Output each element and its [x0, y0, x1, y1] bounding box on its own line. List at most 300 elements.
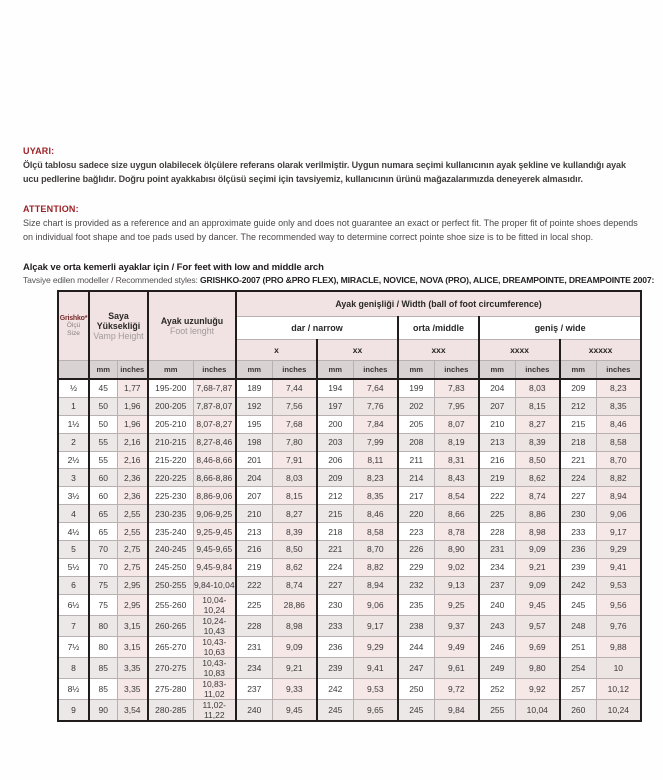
size-cell: 9 — [58, 699, 89, 721]
size-cell: 4 — [58, 505, 89, 523]
value-cell: 236 — [560, 541, 596, 559]
unit-mm-label: mm — [89, 361, 117, 380]
value-cell: 214 — [398, 469, 434, 487]
value-cell: 220-225 — [148, 469, 193, 487]
value-cell: 9,02 — [434, 558, 479, 576]
value-cell: 206 — [317, 451, 353, 469]
value-cell: 251 — [560, 636, 596, 657]
value-cell: 194 — [317, 379, 353, 397]
value-cell: 209 — [560, 379, 596, 397]
unit-inches-label: inches — [434, 361, 479, 380]
value-cell: 8,07-8,27 — [193, 415, 236, 433]
value-cell: 70 — [89, 558, 117, 576]
unit-mm-label: mm — [148, 361, 193, 380]
unit-mm-label: mm — [560, 361, 596, 380]
value-cell: 9,61 — [434, 657, 479, 678]
value-cell: 8,46 — [596, 415, 641, 433]
table-row — [58, 469, 641, 487]
value-cell: 55 — [89, 433, 117, 451]
value-cell: 8,15 — [272, 487, 317, 505]
unit-inches-label: inches — [272, 361, 317, 380]
value-cell: 9,21 — [515, 558, 560, 576]
table-row — [58, 487, 641, 505]
value-cell: 222 — [479, 487, 515, 505]
value-cell: 2,16 — [117, 451, 148, 469]
value-cell: 230 — [560, 505, 596, 523]
value-cell: 9,41 — [596, 558, 641, 576]
table-row — [58, 657, 641, 678]
unit-mm-label: mm — [398, 361, 434, 380]
value-cell: 50 — [89, 397, 117, 415]
value-cell: 225 — [236, 594, 272, 615]
size-cell: 2 — [58, 433, 89, 451]
value-cell: 265-270 — [148, 636, 193, 657]
foot-length-header — [148, 291, 236, 361]
width-grade-xx: xx — [317, 340, 398, 361]
value-cell: 8,50 — [515, 451, 560, 469]
value-cell: 2,75 — [117, 558, 148, 576]
value-cell: 60 — [89, 469, 117, 487]
value-cell: 217 — [398, 487, 434, 505]
value-cell: 60 — [89, 487, 117, 505]
value-cell: 254 — [560, 657, 596, 678]
vamp-label-tr: Saya Yüksekliği — [96, 311, 141, 331]
notice-tr-title: UYARI: — [23, 146, 55, 156]
value-cell: 85 — [89, 678, 117, 699]
value-cell: 28,86 — [272, 594, 317, 615]
value-cell: 215 — [560, 415, 596, 433]
value-cell: 224 — [560, 469, 596, 487]
notice-english — [23, 204, 641, 244]
value-cell: 222 — [236, 576, 272, 594]
size-cell: 7½ — [58, 636, 89, 657]
value-cell: 8,58 — [596, 433, 641, 451]
width-group-middle: orta /middle — [398, 317, 479, 340]
value-cell: 9,53 — [596, 576, 641, 594]
value-cell: 210-215 — [148, 433, 193, 451]
value-cell: 200-205 — [148, 397, 193, 415]
value-cell: 7,68 — [272, 415, 317, 433]
value-cell: 9,84 — [434, 699, 479, 721]
value-cell: 7,64 — [353, 379, 398, 397]
value-cell: 9,25-9,45 — [193, 523, 236, 541]
value-cell: 220 — [398, 505, 434, 523]
value-cell: 8,58 — [353, 523, 398, 541]
value-cell: 230 — [317, 594, 353, 615]
value-cell: 7,56 — [272, 397, 317, 415]
value-cell: 232 — [398, 576, 434, 594]
value-cell: 257 — [560, 678, 596, 699]
value-cell: 55 — [89, 451, 117, 469]
value-cell: 90 — [89, 699, 117, 721]
size-chart-table — [57, 290, 642, 722]
value-cell: 231 — [479, 541, 515, 559]
table-row — [58, 505, 641, 523]
value-cell: 8,98 — [515, 523, 560, 541]
recommended-styles-line — [23, 275, 654, 285]
value-cell: 8,74 — [272, 576, 317, 594]
value-cell: 231 — [236, 636, 272, 657]
value-cell: 243 — [479, 615, 515, 636]
table-body — [58, 379, 641, 721]
value-cell: 216 — [236, 541, 272, 559]
value-cell: 2,16 — [117, 433, 148, 451]
size-cell: 6 — [58, 576, 89, 594]
value-cell: 8,27-8,46 — [193, 433, 236, 451]
value-cell: 7,76 — [353, 397, 398, 415]
value-cell: 1,96 — [117, 397, 148, 415]
value-cell: 250 — [398, 678, 434, 699]
value-cell: 8,35 — [596, 397, 641, 415]
value-cell: 200 — [317, 415, 353, 433]
value-cell: 8,23 — [353, 469, 398, 487]
value-cell: 2,95 — [117, 594, 148, 615]
value-cell: 9,84-10,04 — [193, 576, 236, 594]
size-cell: 1 — [58, 397, 89, 415]
value-cell: 235-240 — [148, 523, 193, 541]
value-cell: 246 — [479, 636, 515, 657]
table-row — [58, 678, 641, 699]
unit-inches-label: inches — [596, 361, 641, 380]
value-cell: 9,06 — [353, 594, 398, 615]
value-cell: 8,46 — [353, 505, 398, 523]
value-cell: 239 — [317, 657, 353, 678]
value-cell: 9,09 — [515, 576, 560, 594]
value-cell: 8,27 — [515, 415, 560, 433]
unit-mm-label: mm — [317, 361, 353, 380]
units-size-spacer — [58, 361, 89, 380]
value-cell: 9,17 — [596, 523, 641, 541]
value-cell: 240-245 — [148, 541, 193, 559]
size-label-tr: Ölçü — [66, 322, 81, 329]
value-cell: 7,95 — [434, 397, 479, 415]
table-row — [58, 615, 641, 636]
value-cell: 199 — [398, 379, 434, 397]
table-row — [58, 594, 641, 615]
value-cell: 7,68-7,87 — [193, 379, 236, 397]
size-cell: 1½ — [58, 415, 89, 433]
unit-inches-label: inches — [515, 361, 560, 380]
value-cell: 197 — [317, 397, 353, 415]
width-title-header: Ayak genişliği / Width (ball of foot circumference) — [236, 291, 641, 317]
value-cell: 2,55 — [117, 505, 148, 523]
table-row — [58, 415, 641, 433]
value-cell: 10,43-10,83 — [193, 657, 236, 678]
value-cell: 216 — [479, 451, 515, 469]
value-cell: 9,13 — [434, 576, 479, 594]
size-cell: 2½ — [58, 451, 89, 469]
value-cell: 10 — [596, 657, 641, 678]
value-cell: 3,15 — [117, 636, 148, 657]
value-cell: 8,46-8,66 — [193, 451, 236, 469]
value-cell: 75 — [89, 576, 117, 594]
value-cell: 10,04 — [515, 699, 560, 721]
value-cell: 240 — [479, 594, 515, 615]
value-cell: 8,98 — [272, 615, 317, 636]
vamp-header — [89, 291, 148, 361]
value-cell: 242 — [560, 576, 596, 594]
value-cell: 2,95 — [117, 576, 148, 594]
value-cell: 10,12 — [596, 678, 641, 699]
value-cell: 3,35 — [117, 678, 148, 699]
value-cell: 247 — [398, 657, 434, 678]
width-grade-x: x — [236, 340, 317, 361]
value-cell: 8,43 — [434, 469, 479, 487]
section-heading: Alçak ve orta kemerli ayaklar için / For feet with low and middle arch — [23, 262, 324, 273]
value-cell: 249 — [479, 657, 515, 678]
value-cell: 9,88 — [596, 636, 641, 657]
vamp-label-en: Vamp Height — [93, 331, 144, 341]
value-cell: 8,94 — [353, 576, 398, 594]
value-cell: 215-220 — [148, 451, 193, 469]
value-cell: 260-265 — [148, 615, 193, 636]
table-row — [58, 558, 641, 576]
value-cell: 8,50 — [272, 541, 317, 559]
value-cell: 204 — [236, 469, 272, 487]
value-cell: 201 — [236, 451, 272, 469]
value-cell: 205-210 — [148, 415, 193, 433]
value-cell: 9,53 — [353, 678, 398, 699]
value-cell: 9,37 — [434, 615, 479, 636]
value-cell: 9,65 — [353, 699, 398, 721]
size-column-header — [58, 291, 89, 361]
value-cell: 8,82 — [596, 469, 641, 487]
foot-label-en: Foot lenght — [170, 326, 215, 336]
notice-tr-body: Ölçü tablosu sadece size uygun olabilecek ölçülere referans olarak verilmiştir. Uygun numara seçimi kullanıcının ayak şekline ve kullandığı ayak ucu pedlerine bağlıdır. Doğru point ayakkabısı ölçüsü seçimi için tavsiyemiz, kullanıcının ürünü mağazalarımızda deneyerek almasıdır. — [23, 160, 626, 184]
value-cell: 218 — [560, 433, 596, 451]
value-cell: 236 — [317, 636, 353, 657]
value-cell: 225-230 — [148, 487, 193, 505]
value-cell: 223 — [398, 523, 434, 541]
value-cell: 8,31 — [434, 451, 479, 469]
value-cell: 8,62 — [515, 469, 560, 487]
value-cell: 9,06-9,25 — [193, 505, 236, 523]
value-cell: 9,29 — [596, 541, 641, 559]
value-cell: 7,84 — [353, 415, 398, 433]
table-row — [58, 379, 641, 397]
value-cell: 8,03 — [272, 469, 317, 487]
value-cell: 215 — [317, 505, 353, 523]
value-cell: 9,25 — [434, 594, 479, 615]
value-cell: 50 — [89, 415, 117, 433]
value-cell: 8,70 — [353, 541, 398, 559]
value-cell: 9,21 — [272, 657, 317, 678]
value-cell: 7,99 — [353, 433, 398, 451]
value-cell: 9,45-9,65 — [193, 541, 236, 559]
value-cell: 80 — [89, 615, 117, 636]
value-cell: 9,56 — [596, 594, 641, 615]
size-cell: 5½ — [58, 558, 89, 576]
value-cell: 7,44 — [272, 379, 317, 397]
value-cell: 65 — [89, 505, 117, 523]
value-cell: 207 — [236, 487, 272, 505]
value-cell: 228 — [479, 523, 515, 541]
size-cell: 3½ — [58, 487, 89, 505]
value-cell: 239 — [560, 558, 596, 576]
value-cell: 65 — [89, 523, 117, 541]
width-group-narrow: dar / narrow — [236, 317, 398, 340]
value-cell: 242 — [317, 678, 353, 699]
value-cell: 209 — [317, 469, 353, 487]
value-cell: 280-285 — [148, 699, 193, 721]
value-cell: 9,76 — [596, 615, 641, 636]
value-cell: 9,33 — [272, 678, 317, 699]
value-cell: 8,07 — [434, 415, 479, 433]
value-cell: 8,74 — [515, 487, 560, 505]
value-cell: 2,36 — [117, 487, 148, 505]
value-cell: 212 — [317, 487, 353, 505]
unit-inches-label: inches — [193, 361, 236, 380]
table-row — [58, 397, 641, 415]
value-cell: 3,15 — [117, 615, 148, 636]
size-label-en: Size — [67, 329, 80, 337]
table-row — [58, 541, 641, 559]
value-cell: 252 — [479, 678, 515, 699]
value-cell: 219 — [236, 558, 272, 576]
header-main-row — [58, 291, 641, 317]
notice-en-title: ATTENTION: — [23, 204, 79, 214]
value-cell: 9,49 — [434, 636, 479, 657]
value-cell: 9,45 — [515, 594, 560, 615]
value-cell: 8,15 — [515, 397, 560, 415]
value-cell: 224 — [317, 558, 353, 576]
value-cell: 8,23 — [596, 379, 641, 397]
value-cell: 240 — [236, 699, 272, 721]
size-cell: 4½ — [58, 523, 89, 541]
value-cell: 9,41 — [353, 657, 398, 678]
brand-label: Grishko* — [59, 315, 88, 322]
styles-label: Tavsiye edilen modeller / Recommended styles: — [23, 275, 200, 285]
value-cell: 8,90 — [434, 541, 479, 559]
value-cell: 9,06 — [596, 505, 641, 523]
value-cell: 3,35 — [117, 657, 148, 678]
table-row — [58, 636, 641, 657]
value-cell: 202 — [398, 397, 434, 415]
table-row — [58, 523, 641, 541]
value-cell: 245 — [398, 699, 434, 721]
value-cell: 8,39 — [272, 523, 317, 541]
value-cell: 3,54 — [117, 699, 148, 721]
value-cell: 8,54 — [434, 487, 479, 505]
size-cell: ½ — [58, 379, 89, 397]
value-cell: 8,27 — [272, 505, 317, 523]
value-cell: 80 — [89, 636, 117, 657]
value-cell: 75 — [89, 594, 117, 615]
value-cell: 248 — [560, 615, 596, 636]
value-cell: 1,96 — [117, 415, 148, 433]
value-cell: 221 — [317, 541, 353, 559]
foot-label-tr: Ayak uzunluğu — [160, 316, 224, 326]
value-cell: 9,29 — [353, 636, 398, 657]
width-grade-xxxxx: xxxxx — [560, 340, 641, 361]
value-cell: 10,24-10,43 — [193, 615, 236, 636]
size-cell: 5 — [58, 541, 89, 559]
value-cell: 8,11 — [353, 451, 398, 469]
notice-en-body: Size chart is provided as a reference and an approximate guide only and does not guarantee an exact or perfect fit. The proper fit of pointe shoes depends on individual foot shape and toe pads used by dancer. The recommended way to determine correct pointe shoe size is to be fitted in local shop. — [23, 218, 638, 242]
notice-turkish — [23, 146, 641, 186]
table-row — [58, 576, 641, 594]
size-cell: 3 — [58, 469, 89, 487]
units-row — [58, 361, 641, 380]
value-cell: 250-255 — [148, 576, 193, 594]
value-cell: 1,77 — [117, 379, 148, 397]
value-cell: 204 — [479, 379, 515, 397]
value-cell: 234 — [236, 657, 272, 678]
value-cell: 7,83 — [434, 379, 479, 397]
width-group-wide: geniş / wide — [479, 317, 641, 340]
value-cell: 9,09 — [272, 636, 317, 657]
value-cell: 245-250 — [148, 558, 193, 576]
value-cell: 9,17 — [353, 615, 398, 636]
table-row — [58, 451, 641, 469]
value-cell: 9,72 — [434, 678, 479, 699]
value-cell: 218 — [317, 523, 353, 541]
value-cell: 227 — [317, 576, 353, 594]
value-cell: 8,19 — [434, 433, 479, 451]
value-cell: 226 — [398, 541, 434, 559]
value-cell: 8,86-9,06 — [193, 487, 236, 505]
value-cell: 230-235 — [148, 505, 193, 523]
value-cell: 208 — [398, 433, 434, 451]
value-cell: 70 — [89, 541, 117, 559]
value-cell: 219 — [479, 469, 515, 487]
table-row — [58, 699, 641, 721]
value-cell: 10,24 — [596, 699, 641, 721]
value-cell: 9,57 — [515, 615, 560, 636]
value-cell: 235 — [398, 594, 434, 615]
styles-value: GRISHKO-2007 (PRO &PRO FLEX), MIRACLE, NOVICE, NOVA (PRO), ALICE, DREAMPOINTE, DREAMPOINTE 2007: — [200, 275, 655, 285]
value-cell: 195 — [236, 415, 272, 433]
value-cell: 213 — [236, 523, 272, 541]
value-cell: 270-275 — [148, 657, 193, 678]
value-cell: 8,35 — [353, 487, 398, 505]
size-cell: 8 — [58, 657, 89, 678]
value-cell: 245 — [317, 699, 353, 721]
value-cell: 225 — [479, 505, 515, 523]
unit-inches-label: inches — [117, 361, 148, 380]
value-cell: 9,69 — [515, 636, 560, 657]
value-cell: 228 — [236, 615, 272, 636]
value-cell: 229 — [398, 558, 434, 576]
value-cell: 8,82 — [353, 558, 398, 576]
width-grade-xxxx: xxxx — [479, 340, 560, 361]
value-cell: 205 — [398, 415, 434, 433]
value-cell: 7,80 — [272, 433, 317, 451]
value-cell: 207 — [479, 397, 515, 415]
value-cell: 8,94 — [596, 487, 641, 505]
value-cell: 227 — [560, 487, 596, 505]
value-cell: 237 — [479, 576, 515, 594]
value-cell: 2,55 — [117, 523, 148, 541]
value-cell: 11,02-11,22 — [193, 699, 236, 721]
value-cell: 9,09 — [515, 541, 560, 559]
value-cell: 8,03 — [515, 379, 560, 397]
value-cell: 203 — [317, 433, 353, 451]
value-cell: 2,36 — [117, 469, 148, 487]
value-cell: 9,80 — [515, 657, 560, 678]
value-cell: 275-280 — [148, 678, 193, 699]
value-cell: 260 — [560, 699, 596, 721]
value-cell: 85 — [89, 657, 117, 678]
value-cell: 211 — [398, 451, 434, 469]
value-cell: 2,75 — [117, 541, 148, 559]
value-cell: 8,39 — [515, 433, 560, 451]
value-cell: 210 — [479, 415, 515, 433]
value-cell: 244 — [398, 636, 434, 657]
value-cell: 7,87-8,07 — [193, 397, 236, 415]
value-cell: 8,86 — [515, 505, 560, 523]
value-cell: 8,70 — [596, 451, 641, 469]
